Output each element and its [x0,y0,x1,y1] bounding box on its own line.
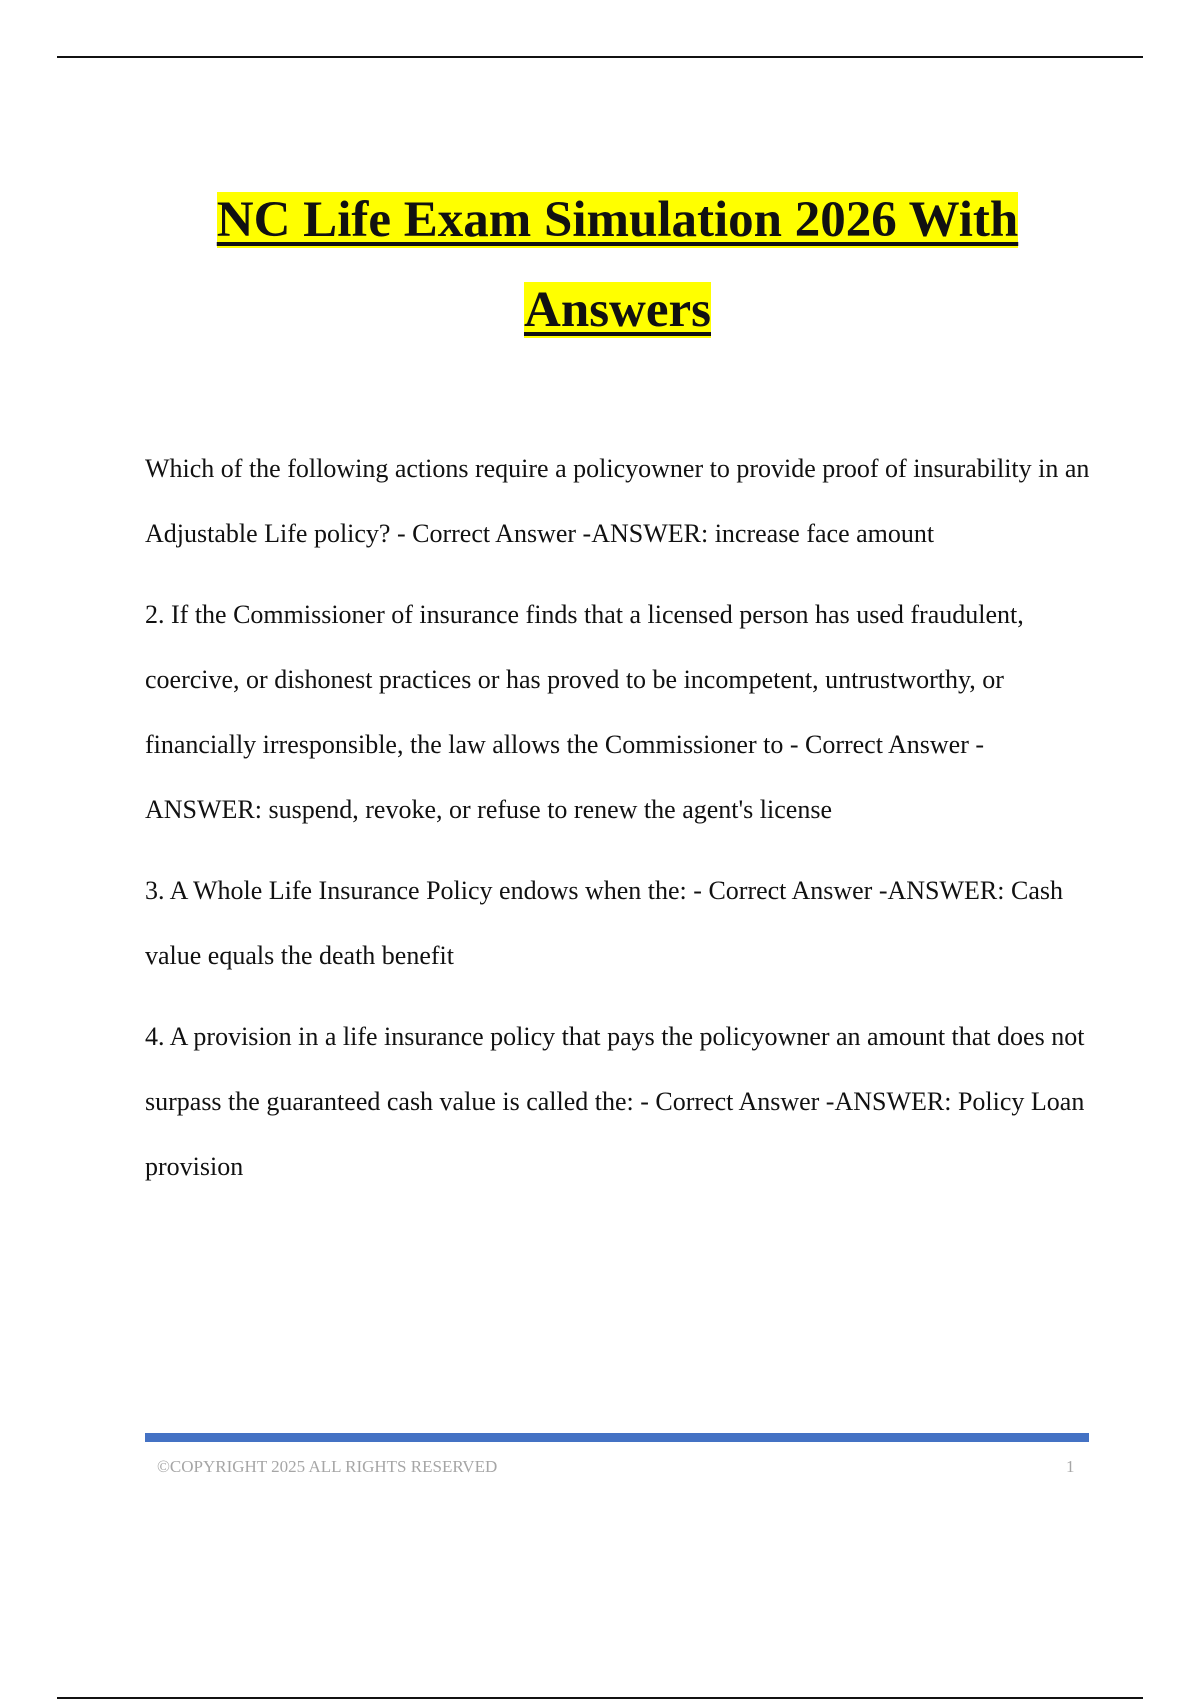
page-title [145,175,1090,355]
footer-bar [145,1433,1089,1442]
page-number: 1 [1066,1457,1075,1476]
qa-item-2: 2. If the Commissioner of insurance finds that a licensed person has used fraudulent, coercive, or dishonest practices or has proved to be incompetent, untrustworthy, or financially irresponsible, the law allows the Commissioner to - Correct Answer -ANSWER: suspend, revoke, or refuse to renew the agent's license [145,600,1024,824]
top-rule [57,56,1143,58]
title-line-2: Answers [524,282,711,338]
bottom-rule [57,1697,1143,1699]
qa-item-4: 4. A provision in a life insurance policy that pays the policyowner an amount that does not surpass the guaranteed cash value is called the: - Correct Answer -ANSWER: Policy Loan provision [145,1022,1085,1181]
qa-item-3: 3. A Whole Life Insurance Policy endows when the: - Correct Answer -ANSWER: Cash value equals the death benefit [145,876,1063,970]
title-line-1: NC Life Exam Simulation 2026 With [216,192,1019,248]
qa-item-1: Which of the following actions require a policyowner to provide proof of insurability in an Adjustable Life policy? - Correct Answer -ANSWER: increase face amount [145,454,1090,548]
footer-copyright: ©COPYRIGHT 2025 ALL RIGHTS RESERVED [157,1457,498,1476]
qa-list [145,436,1090,1215]
